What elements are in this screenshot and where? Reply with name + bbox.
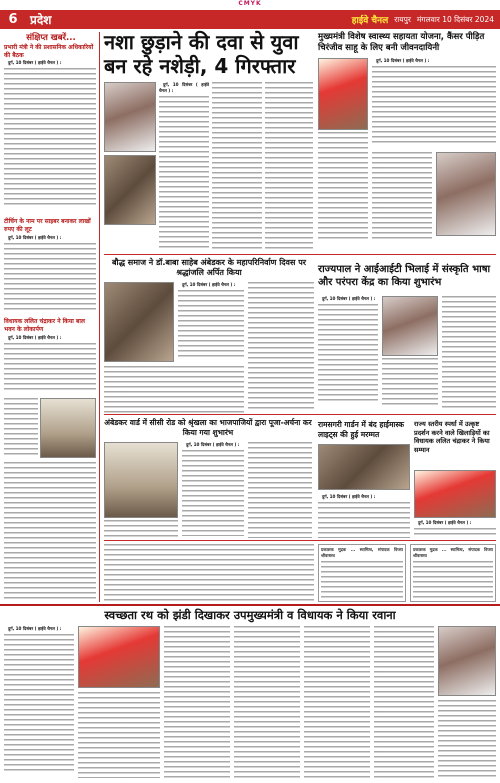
cm-body-1 xyxy=(372,58,496,150)
cm-portrait xyxy=(318,58,368,130)
notice-1-text: प्रकाशक मुद्रक ... स्वामित्व, संपादक विजय श्रीवास्तव xyxy=(321,547,403,558)
iit-photo-1 xyxy=(382,296,438,356)
garden-headline: रामसगरी गार्डन में बंद हाईमास्क लाइट्स की हुई मरम्मत xyxy=(318,420,405,439)
cm-photo-2 xyxy=(436,152,496,236)
swachhta-byline: दुर्ग, 10 दिसंबर ( हाईवे चैनल ) : xyxy=(8,626,62,631)
sports-body xyxy=(414,520,496,538)
iit-byline: दुर्ग, 10 दिसंबर ( हाईवे चैनल ) : xyxy=(322,296,376,301)
main-photo-1 xyxy=(104,82,156,152)
main-byline: दुर्ग, 10 दिसंबर ( हाईवे चैनल ) : xyxy=(159,82,209,93)
sports-headline: राज्य स्तरीय स्पर्धा में उत्कृष्ट प्रदर्शन करने वाले खिलाड़ियों का विधायक ललित चंद्राकर ने किया सम्मान xyxy=(414,420,490,454)
main-headline: नशा छुड़ाने की दवा से युवा बन रहे नशेड़ी, 4 गिरफ्तार xyxy=(104,30,299,78)
ward-body-1 xyxy=(182,442,244,538)
issue-date: मंगलवार 10 दिसंबर 2024 xyxy=(416,14,494,24)
bal-bhavan-photo xyxy=(40,398,96,458)
briefs-headline: प्रभारी मंत्री ने की प्रशासनिक अधिकारियों की बैठक xyxy=(4,44,94,59)
ambedkar-body-3 xyxy=(104,366,244,414)
swachhta-headline: स्वच्छता रथ को झंडी दिखाकर उपमुख्यमंत्री व विधायक ने किया रवाना xyxy=(104,608,396,622)
section-title: प्रदेश xyxy=(30,13,52,27)
swachhta-body-6 xyxy=(374,626,434,778)
ambedkar-byline: दुर्ग, 10 दिसंबर ( हाईवे चैनल ) : xyxy=(182,282,236,287)
ambedkar-photo-1 xyxy=(104,282,174,362)
row-rule-3 xyxy=(104,540,496,541)
swachhta-photo-2 xyxy=(438,626,496,696)
swachhta-body-2 xyxy=(78,692,160,778)
sports-byline: दुर्ग, 10 दिसंबर ( हाईवे चैनल ) : xyxy=(418,520,472,525)
iit-body-2 xyxy=(382,358,438,408)
masthead xyxy=(0,10,500,29)
masthead-right xyxy=(352,13,500,26)
main-body-col4 xyxy=(265,82,313,252)
briefs-byline: दुर्ग, 10 दिसंबर ( हाईवे चैनल ) : xyxy=(8,60,62,65)
cm-body-3 xyxy=(372,152,432,242)
main-photo-2 xyxy=(104,155,156,225)
swachhta-photo-1 xyxy=(78,626,160,688)
cm-body-2 xyxy=(318,132,368,242)
bottom-rule xyxy=(0,604,500,606)
swachhta-body-3 xyxy=(164,626,230,778)
cm-byline: दुर्ग, 10 दिसंबर ( हाईवे चैनल ) : xyxy=(376,58,430,63)
notice-box-2 xyxy=(410,544,496,602)
iit-headline: राज्यपाल ने आईआईटी भिलाई में संस्कृति भाषा और परंपरा केंद्र का किया शुभारंभ xyxy=(318,264,491,288)
page-number: 6 xyxy=(8,12,18,27)
bal-bhavan-byline: दुर्ग, 10 दिसंबर ( हाईवे चैनल ) : xyxy=(8,335,62,340)
ward-continued xyxy=(104,544,314,602)
ward-body-2 xyxy=(248,442,312,538)
ward-photo xyxy=(104,442,178,518)
main-body-col1 xyxy=(104,82,156,252)
ward-headline: अंबेडकर वार्ड में सीसी रोड को श्रृंखला का भाजपाजियों द्वारा पूजा-अर्चना कर किया गया शुभारंभ xyxy=(104,418,312,437)
bal-bhavan-headline: विधायक ललित चंद्राकर ने किया बाल भवन के लोकार्पण xyxy=(4,318,85,333)
bal-bhavan-body xyxy=(4,335,96,395)
briefs-title: संक्षिप्त खबरें... xyxy=(26,33,76,43)
garden-byline: दुर्ग, 10 दिसंबर ( हाईवे चैनल ) : xyxy=(322,494,376,499)
cyber-fraud-byline: दुर्ग, 10 दिसंबर ( हाईवे चैनल ) : xyxy=(8,235,62,240)
cm-scheme-headline: मुख्यमंत्री विशेष स्वास्थ्य सहायता योजना, कैंसर पीड़ित चिरंजीव साहू के लिए बनी जीवनदायिनी xyxy=(318,32,485,53)
cyber-fraud-body xyxy=(4,235,96,315)
row-rule-2 xyxy=(104,414,496,415)
bal-bhavan-body-3 xyxy=(4,462,96,600)
sports-photo xyxy=(414,470,496,518)
main-body-col3 xyxy=(212,82,262,252)
briefs-body xyxy=(4,60,96,215)
brand-name: हाईवे चैनल xyxy=(351,16,389,26)
column-rule xyxy=(99,32,100,602)
swachhta-body-7 xyxy=(438,700,496,778)
garden-photo xyxy=(318,444,410,490)
notice-2-text: प्रकाशक मुद्रक ... स्वामित्व, संपादक विजय श्रीवास्तव xyxy=(413,547,493,558)
iit-body-3 xyxy=(442,296,496,408)
cyber-fraud-headline: टीचिंग के नाम पर साइबर बनाकर लाखों रुपए की लूट xyxy=(4,218,91,233)
iit-body-1 xyxy=(318,296,378,406)
ambedkar-headline: बौद्ध समाज ने डॉ.बाबा साहेब अंबेडकर के महापरिनिर्वाण दिवस पर श्रद्धांजलि अर्पित किया xyxy=(111,258,307,277)
notice-box-1 xyxy=(318,544,406,602)
city-name: रायपुर xyxy=(394,14,411,24)
ward-byline: दुर्ग, 10 दिसंबर ( हाईवे चैनल ) : xyxy=(186,442,240,447)
ambedkar-body-2 xyxy=(248,282,314,412)
cmyk-marker: CMYK xyxy=(238,0,262,7)
swachhta-body-5 xyxy=(304,626,370,778)
ward-body-3 xyxy=(104,520,178,538)
row-rule-1 xyxy=(104,254,496,255)
ambedkar-body-1 xyxy=(178,282,244,362)
bal-bhavan-body-2 xyxy=(4,398,38,458)
garden-body xyxy=(318,494,410,538)
swachhta-body-1 xyxy=(4,626,74,778)
main-body-col2 xyxy=(159,82,209,252)
swachhta-body-4 xyxy=(234,626,300,778)
